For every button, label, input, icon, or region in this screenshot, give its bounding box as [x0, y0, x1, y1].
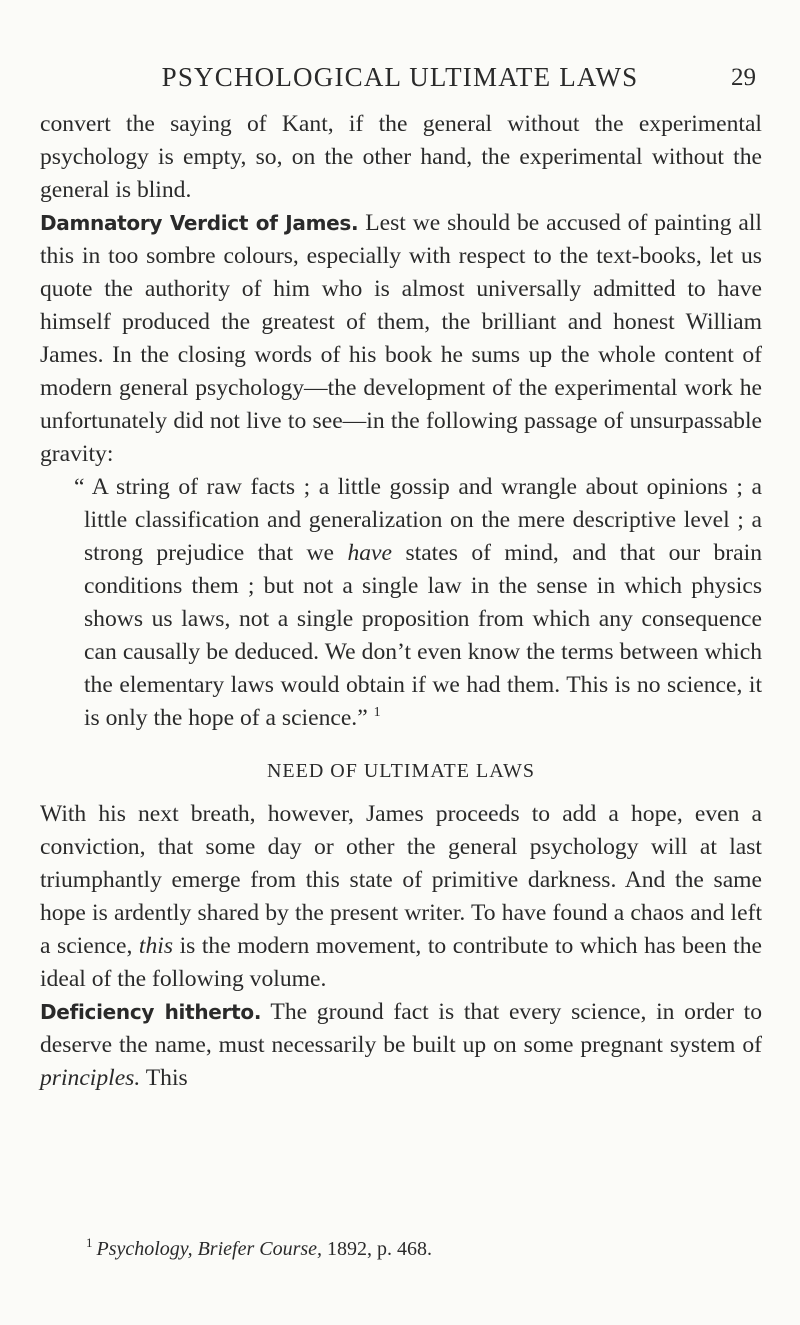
- paragraph-4: [40, 996, 762, 1095]
- quote-emphasis: have: [347, 540, 392, 566]
- quote-part-a: “ A string of raw facts ; a little gossip and wrangle about opinions ; a little classification and generalization on the mere descriptive level ; a strong prejudice that we: [74, 474, 762, 566]
- paragraph-3-part-a: With his next breath, however, James proceeds to add a hope, even a conviction, that some day or other the general psychology will at last triumphantly emerge from this state of primitive darkness. And the same hope is ardently shared by the present writer. To have found a chaos and left a science,: [40, 801, 762, 959]
- paragraph-3-emphasis: this: [138, 933, 173, 959]
- running-head: [0, 58, 800, 98]
- side-heading-damnatory-verdict: Damnatory Verdict of James.: [40, 211, 359, 235]
- page-number: 29: [731, 64, 756, 91]
- paragraph-4-part-a: The ground fact is that every science, in order to deserve the name, must necessarily be built up on some pregnant system of: [40, 999, 763, 1058]
- quote-part-b: states of mind, and that our brain conditions them ; but not a single law in the sense in which physics shows us laws, not a single proposition from which any consequence can causally be deduced. We don’t even know the terms between which the elementary laws would obtain if we had them. This is no science, it is only the hope of a science.”: [84, 540, 762, 731]
- paragraph-2: [40, 207, 762, 471]
- section-title: NEED OF ULTIMATE LAWS: [266, 760, 536, 782]
- side-heading-deficiency: Deficiency hitherto.: [40, 1000, 262, 1024]
- footnote-reference: 1: [373, 705, 381, 721]
- paragraph-3-part-b: is the modern movement, to contribute to which has been the ideal of the following volume.: [40, 933, 762, 992]
- james-quotation: [40, 471, 762, 735]
- running-title: PSYCHOLOGICAL ULTIMATE LAWS: [161, 62, 639, 92]
- paragraph-4-part-b: This: [145, 1065, 188, 1091]
- footnote-citation: 1892, p. 468.: [327, 1238, 433, 1260]
- paragraph-1-text: convert the saying of Kant, if the general without the experimental psychology is empty, so, on the other hand, the experimental without the general is blind.: [40, 111, 762, 203]
- footnote-title: Psychology, Briefer Course,: [96, 1238, 323, 1260]
- paragraph-4-emphasis: principles.: [40, 1065, 141, 1091]
- paragraph-2-text: Lest we should be accused of painting all this in too sombre colours, especially with respect to the text-books, let us quote the authority of him who is almost universally admitted to have himself produced the greatest of them, the brilliant and honest William James. In the closing words of his book he sums up the whole content of modern general psychology—the development of the experimental work he unfortunately did not live to see—in the following passage of unsurpassable gravity:: [40, 210, 762, 467]
- footnote: [86, 1235, 766, 1261]
- body-text: [40, 108, 762, 1095]
- footnote-number: 1: [86, 1235, 93, 1251]
- paragraph-3: [40, 798, 762, 996]
- paragraph-1: [40, 108, 762, 207]
